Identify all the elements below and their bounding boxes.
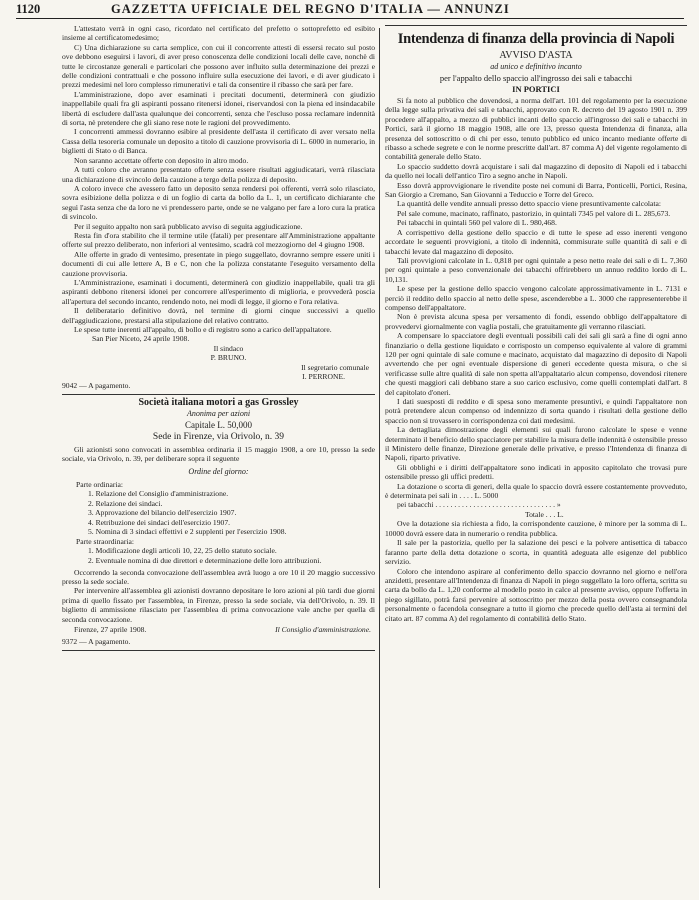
page-number: 1120 [16,2,41,16]
paragraph: A corrispettivo della gestione dello spaccio e di tutte le spese ad esso inerenti vengono accordate le seguenti provvigioni, a titolo di indennità, commisurate sulle quantità di sali e di tabacchi levate dal magazzino di deposito. [385,227,687,256]
paragraph: Per il seguito appalto non sarà pubblicato avviso di seguita aggiudicazione. [74,221,303,231]
payment-note: 9372 — A pagamento. [62,637,131,647]
total-row [385,510,687,520]
ordinary-heading: Parte ordinaria: [76,479,124,489]
paragraph: C) Una dichiarazione su carta semplice, con cui il concorrente attesti di essersi recato sul posto ove debbono eseguirsi i lavori, di aver preso conoscenza delle condizioni locali delle cave, nonchè di tutte le circostanze generali e particolari che possono aver influito sulla determinazione dei prezzi e delle condizioni contrattuali e che possono influire sulla esecuzione dei lavori, e di aver giudicato i prezzi medesimi nel loro complesso rimunerativi e tali da consentire il ribasso che sarà per fare. [62,42,375,90]
paragraph: Gli obblighi e i diritti dell'appaltatore sono indicati in apposito capitolato che trovasi pure ostensibile presso gli uffici predetti. [385,462,687,482]
right-text-b [385,519,687,622]
paragraph: Non saranno accettate offerte con deposito in altro modo. [74,155,249,165]
separator [62,394,375,395]
paragraph: Pel sale comune, macinato, raffinato, pastorizio, in quintali 7345 pel valore di L. 285,673. [397,208,671,218]
notice-paragraph: Gli azionisti sono convocati in assemblea ordinaria il 15 maggio 1908, a ore 10, presso la sede sociale, via Orivolo, n. 39, per deliberare sopra il seguente [62,444,375,464]
paragraph: Tali provvigioni calcolate in L. 0,818 per ogni quintale a peso netto reale dei sali e di L. 7,360 per ogni quintale a peso convenzionale dei tabacchi offrirebbero un annuo reddito lordo di L. 10,131. [385,255,687,284]
gazette-title: GAZZETTA UFFICIALE DEL REGNO D'ITALIA — ANNUNZI [111,2,510,16]
paragraph: Esso dovrà approvvigionare le rivendite poste nei comuni di Barra, Ponticelli, Portici, Resina, San Giorgio a Cremano, San Giovanni a Teduccio e Torre del Greco. [385,180,687,200]
paragraph: Le spese tutte inerenti all'appalto, di bollo e di registro sono a carico dell'appaltatore. [74,325,332,334]
left-intro-text [62,24,375,334]
column-divider [379,28,380,888]
notice-place: IN PORTICI [512,84,560,94]
left-column [62,24,375,894]
agenda-item: 2. Eventuale nomina di due direttori e determinazione delle loro attribuzioni. [88,556,322,566]
agenda-item: 1. Relazione del Consiglio d'amministrazione. [88,489,229,499]
intendenza-title: Intendenza di finanza della provincia di Napoli [397,31,675,47]
mayor-name: P. BRUNO. [210,353,247,363]
paragraph: I concorrenti ammessi dovranno esibire al presidente dell'asta il certificato di aver versato nella Cassa della tesoreria comunale un deposito a titolo di cauzione provvisoria di L. 6000 in numerario, in biglietti di Stato o di Banca. [62,127,375,156]
agenda-item: 2. Relazione dei sindaci. [88,498,163,508]
page-header [16,2,684,19]
place-date: San Pier Niceto, 24 aprile 1908. [92,334,190,344]
agenda-item: 5. Nomina di 3 sindaci effettivi e 2 supplenti per l'esercizio 1908. [88,527,287,537]
company-name: Società italiana motori a gas Grossley [138,396,299,408]
paragraph: Si fa noto al pubblico che dovendosi, a norma dell'art. 101 del regolamento per la esecuzione della legge sulla privativa dei sali e tabacchi, approvato con R. decreto del 19 agosto 1901 n. 399 procedere all'appalto, a mezzo di pubblici incanti dello spaccio all'ingrosso dei sali e tabacchi in Portici, sarà il giorno 18 maggio 1908, alle ore 13, presso questa Intendenza di finanza, alla presenza del sottoscritto o di chi per esso, tenuto pubblico ed unico incanto mediante offerte di ribasso a schede segrete e con le norme prescritte dall'art. 87 comma A) del vigente regolamento di contabilità generale dello Stato. [385,96,687,162]
paragraph: Resta fin d'ora stabilito che il termine utile (fatali) per presentare all'Amministrazione appaltante offerte sul prezzo deliberato, non inferiori al ventesimo, scadrà col mezzogiorno del 4 giugno 1908. [62,230,375,250]
mayor-title: Il sindaco [213,343,244,353]
agenda-heading: Ordine del giorno: [188,466,249,476]
paragraph: Le spese per la gestione dello spaccio vengono calcolate approssimativamente in L. 7131 e perciò il reddito dello spaccio al netto delle spese, ascenderebbe a L. 3000 che rappresenterebbe il compenso dell'appaltatore. [385,284,687,312]
paragraph: A compensare lo spacciatore degli eventuali possibili cali dei sali gli sarà a fine di ogni anno finanziario o della gestione liquidato e corrisposto un compenso equivalente al valore di grammi 120 per ogni quintale di sale comune e macinato, acquistato dal magazzino di deposito di Napoli avvertendo che per ogni eventuale dispersione di generi eccedente questa misura, o che si verificasse sulle altre qualità di sale non spetta all'appaltatario alcun compenso, dovendosi ritenere che questi maggiori cali debbano stare a suo carico esclusivo, come quelli contemplati dall'art. 8 del capitolato d'oneri. [385,331,687,397]
paragraph: Occorrendo la seconda convocazione dell'assemblea avrà luogo a ore 10 il 20 maggio successivo presso la sede sociale. [62,567,375,587]
paragraph: Alle offerte in grado di ventesimo, presentate in piego suggellato, dovranno sempre essere uniti i documenti di cui alle lettere A, B e C, non che la polizza constatante l'eseguito versamento della cauzione provvisoria. [62,249,375,278]
paragraph: Ove la dotazione sia richiesta a fido, la corrispondente cauzione, è minore per la somma di L. 10000 dovrà essere data in numerario o rendita pubblica. [385,519,687,538]
ordinary-list [62,489,375,537]
company-place-date: Firenze, 27 aprile 1908. [74,625,147,635]
extraordinary-list [62,546,375,565]
paragraph: A tutti coloro che avranno presentato offerte senza essere risultati aggiudicatari, verrà rilasciata una dichiarazione di svincolo della cauzione a tergo della polizza di deposito. [62,165,375,184]
agenda-item: 1. Modificazione degli articoli 10, 22, 25 dello statuto sociale. [88,546,277,556]
separator [62,650,375,651]
company-capital: Capitale L. 50,000 [185,419,252,430]
total-label: Totale . . . L. [525,509,564,519]
paragraph: Il sale per la pastorizia, quello per la salazione dei pesci e la polvere antisettica di tabacco faranno parte della detta dotazione o scorta, in quantità adeguata alle esigenze del pubblico servizio. [385,538,687,567]
agenda-item: 4. Retribuzione dei sindaci dell'esercizio 1907. [88,517,231,527]
paragraph: Il deliberatario definitivo dovrà, nel termine di giorni cinque successivi a quello dell'aggiudicazione, prestarsi alla stipulazione del relativo contratto. [62,306,375,325]
company-type: Anonima per azioni [186,408,251,418]
agenda-item: 3. Approvazione del bilancio dell'esercizio 1907. [88,508,237,518]
paragraph: L'Amministrazione, esaminati i documenti, determinerà con giudizio inappellabile, quali tra gli aspiranti debbono ritenersi idonei per concorrere all'esperimento di miglioria, e provvederà poscia all'apertura del secondo incanto, rendendo noto, nei modi di legge, il giorno e l'ora relativa. [62,277,375,306]
company-signature: Il Consiglio d'amministrazione. [275,625,371,635]
payment-note: 9042 — A pagamento. [62,381,131,391]
notice-subtitle: ad unico e definitivo incanto [490,62,582,71]
paragraph: La dotazione o scorta di generi, della quale lo spaccio dovrà essere costantemente provveduto, è determinata pei sali in . . . . L. 5000 [385,481,687,501]
paragraph: Per intervenire all'assemblea gli azionisti dovranno depositare le loro azioni al più tardi due giorni prima di quello fissato per l'assemblea, in Firenze, presso la sede sociale, via dell'Orivolo, n. 39. Il biglietto di ammissione rilasciato per l'assemblea di prima convocazione vale anche per quella di seconda convocazione. [62,586,375,624]
paragraph: pei tabacchi . . . . . . . . . . . . . . . . . . . . . . . . . . . . . . . . » [397,500,561,510]
right-column [385,24,687,896]
paragraph: La dettagliata dimostrazione degli elementi sui quali furono calcolate le spese e venne determinato il beneficio dello spacciatore per stabilire la misura delle indennità è ostensibile presso il Ministero delle finanze, Direzione generale delle privative, e presso l'Intendenza di finanza di Napoli, riparto privative. [385,425,687,463]
paragraph: La quantità delle vendite annuali presso detto spaccio viene presuntivamente calcolata: [397,199,661,209]
separator [385,25,687,26]
paragraph: Non è prevista alcuna spesa per versamento di fondi, essendo obbligo dell'appaltatore di provvedervi giornalmente con vaglia postali, che gratuitamente gli verranno rilasciati. [385,312,687,331]
extraordinary-heading: Parte straordinaria: [76,537,134,547]
paragraph: Lo spaccio suddetto dovrà acquistare i sali dal magazzino di deposito di Napoli ed i tabacchi da quello nei locali dell'antico Tiro a segno anche in Napoli. [385,161,687,181]
notice-line: per l'appalto dello spaccio all'ingrosso dei sali e tabacchi [439,73,633,83]
closing-text [62,568,375,624]
paragraph: Coloro che intendono aspirare al conferimento dello spaccio dovranno nel giorno e nell'ora anzidetti, presentare all'Intendenza di finanza di Napoli in piego suggellato la loro offerta, scritta su carta da bollo da L. 1,20 conforme al modello posto in calce al presente avviso, oppure l'offerta in piego sigillato, potrà farsi pervenire al sottoscritto per mezzo della posta ovvero consegnandola personalmente o facendola consegnare a tutto il giorno che precede quello dell'asta ai termini del citato art. 87 comma A) del regolamento di contabilità dello Stato. [385,566,687,623]
paragraph: I dati suesposti di reddito e di spesa sono meramente presuntivi, e quindi l'appaltatore non potrà pretendere alcun compenso od indennizzo di sorta quando i risultati della gestione dello spaccio non si trovassero in corrispondenza coi dati medesimi. [385,397,687,425]
secretary-name: I. PERRONE. [302,372,345,382]
company-seat: Sede in Firenze, via Orivolo, n. 39 [152,431,285,442]
notice-title: AVVISO D'ASTA [499,50,573,61]
paragraph: Pei tabacchi in quintali 560 pel valore di L. 980,468. [397,218,557,228]
secretary-title: Il segretario comunale [301,362,369,372]
right-text-a [385,96,687,510]
paragraph: L'attestato verrà in ogni caso, ricordato nel certificato del prefetto o sottoprefetto ed esibito insieme al certificatomedesimo; [62,24,375,43]
paragraph: A coloro invece che avessero fatto un deposito senza rendersi poi offerenti, verrà solo rilasciato, sovra esibizione della polizza e di un foglio di carta da bollo da L. 1, un certificato dichiarante che seguì l'asta senza che da loro ne vi prendessero parte, onde se ne valgano per fare a loro cura la pratica di svincolo. [62,183,375,222]
company-signature-row [62,624,375,634]
paragraph: L'amministrazione, dopo aver esaminati i precitati documenti, determinerà con giudizio inappellabile quali fra gli aspiranti possano ritenersi idonei, riservandosi con la piena ed insindacabile libertà di escludere dall'asta qualunque dei concorrenti, senza che l'escluso possa reclamare indennità di sorta, nè pretendere che gli siano rese note le ragioni del provvedimento. [62,89,375,128]
